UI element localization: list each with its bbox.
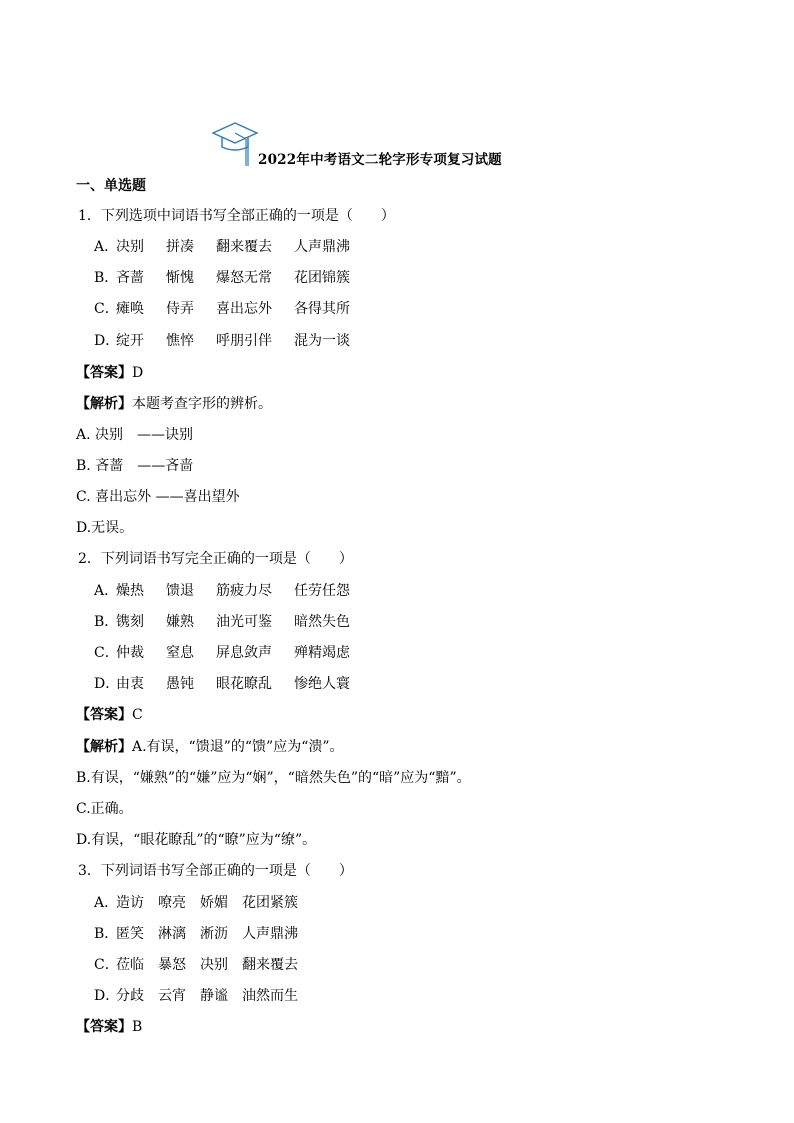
question-2-stem: 2．下列词语书写完全正确的一项是（ ） [78,551,353,567]
option-label: D． [94,333,120,349]
option-label: C． [94,957,119,973]
option-word: 屏息敛声 [216,645,272,661]
question-1-option-c [94,300,372,318]
option-word: 静谧 [200,988,228,1004]
question-2-option-c [94,644,372,662]
analysis-tag: 【解析】 [76,396,132,412]
option-word: 惭愧 [166,270,194,286]
option-word: 仲裁 [116,645,144,661]
option-word: 油光可鉴 [216,614,272,630]
option-word: 云宵 [158,988,186,1004]
analysis-line: D.无误。 [76,520,134,536]
analysis-tag: 【解析】 [76,739,132,755]
question-1-option-a [94,238,372,256]
answer-value: D [132,365,144,381]
question-3-answer [76,1018,142,1036]
document-title: 2022年中考语文二轮字形专项复习试题 [258,152,502,168]
title-block [210,120,630,170]
analysis-line: 本题考查字形的辨析。 [132,396,272,412]
option-word: 任劳任怨 [294,583,350,599]
question-2-analysis [76,738,344,756]
question-3-option-b [94,925,320,943]
option-word: 暴怒 [158,957,186,973]
option-word: 决别 [200,957,228,973]
option-word: 淋漓 [158,926,186,942]
option-label: A． [94,895,119,911]
analysis-line: A. 决别 ——诀别 [76,427,194,443]
option-label: B． [94,270,119,286]
answer-tag: 【答案】 [76,1019,132,1035]
analysis-line: C. 喜出忘外 ——喜出望外 [76,489,240,505]
option-word: 花团紧簇 [242,895,298,911]
answer-tag: 【答案】 [76,365,132,381]
analysis-line: B.有误，“嫌熟”的“嫌”应为“娴”，“暗然失色”的“暗”应为“黯”。 [76,770,471,786]
option-label: D． [94,676,120,692]
option-word: 憔悴 [166,333,194,349]
option-label: A． [94,583,119,599]
option-label: B． [94,614,119,630]
option-word: 翻来覆去 [242,957,298,973]
option-label: A． [94,239,119,255]
option-word: 镌刻 [116,614,144,630]
answer-tag: 【答案】 [76,707,132,723]
question-1-stem: 1．下列选项中词语书写全部正确的一项是（ ） [78,208,395,224]
option-word: 绽开 [116,333,144,349]
option-word: 油然而生 [242,988,298,1004]
question-3-option-c [94,956,320,974]
analysis-line: C.正确。 [76,801,133,817]
answer-value: C [132,707,143,723]
question-1-analysis [76,395,272,413]
option-label: C． [94,301,119,317]
option-word: 各得其所 [294,301,350,317]
option-word: 暗然失色 [294,614,350,630]
option-word: 眼花瞭乱 [216,676,272,692]
option-word: 混为一谈 [294,333,350,349]
graduation-cap-icon [210,120,260,168]
question-2-option-d [94,675,372,693]
analysis-line: D.有误，“眼花瞭乱”的“瞭”应为“缭”。 [76,832,317,848]
option-word: 嫌熟 [166,614,194,630]
option-word: 造访 [116,895,144,911]
question-3-option-a [94,894,320,912]
option-word: 燥热 [116,583,144,599]
option-word: 爆怒无常 [216,270,272,286]
question-1-option-d [94,332,372,350]
option-label: D． [94,988,120,1004]
option-word: 嘹亮 [158,895,186,911]
option-word: 窒息 [166,645,194,661]
option-word: 筋疲力尽 [216,583,272,599]
option-word: 分歧 [116,988,144,1004]
option-word: 愚钝 [166,676,194,692]
option-word: 决别 [116,239,144,255]
analysis-line: B. 吝蔷 ——吝啬 [76,458,194,474]
option-word: 人声鼎沸 [242,926,298,942]
option-word: 由衷 [116,676,144,692]
option-word: 馈退 [166,583,194,599]
question-2-answer [76,706,143,724]
question-2-option-b [94,613,372,631]
option-label: C． [94,645,119,661]
option-word: 呼朋引伴 [216,333,272,349]
analysis-line: A.有误，“馈退”的“馈”应为“溃”。 [132,739,344,755]
option-word: 侍弄 [166,301,194,317]
option-word: 喜出忘外 [216,301,272,317]
option-word: 花团锦簇 [294,270,350,286]
question-3-stem: 3．下列词语书写全部正确的一项是（ ） [78,863,353,879]
option-word: 瘫唤 [116,301,144,317]
option-word: 殚精竭虑 [294,645,350,661]
option-word: 娇媚 [200,895,228,911]
option-word: 吝蔷 [116,270,144,286]
option-word: 惨绝人寰 [294,676,350,692]
option-word: 莅临 [116,957,144,973]
option-word: 淅沥 [200,926,228,942]
question-1-option-b [94,269,372,287]
option-word: 人声鼎沸 [294,239,350,255]
answer-value: B [132,1019,143,1035]
option-word: 匿笑 [116,926,144,942]
option-label: B． [94,926,119,942]
option-word: 拼凑 [166,239,194,255]
question-3-option-d [94,987,320,1005]
option-word: 翻来覆去 [216,239,272,255]
question-2-option-a [94,582,372,600]
question-1-answer [76,364,143,382]
section-heading: 一、单选题 [76,178,146,194]
